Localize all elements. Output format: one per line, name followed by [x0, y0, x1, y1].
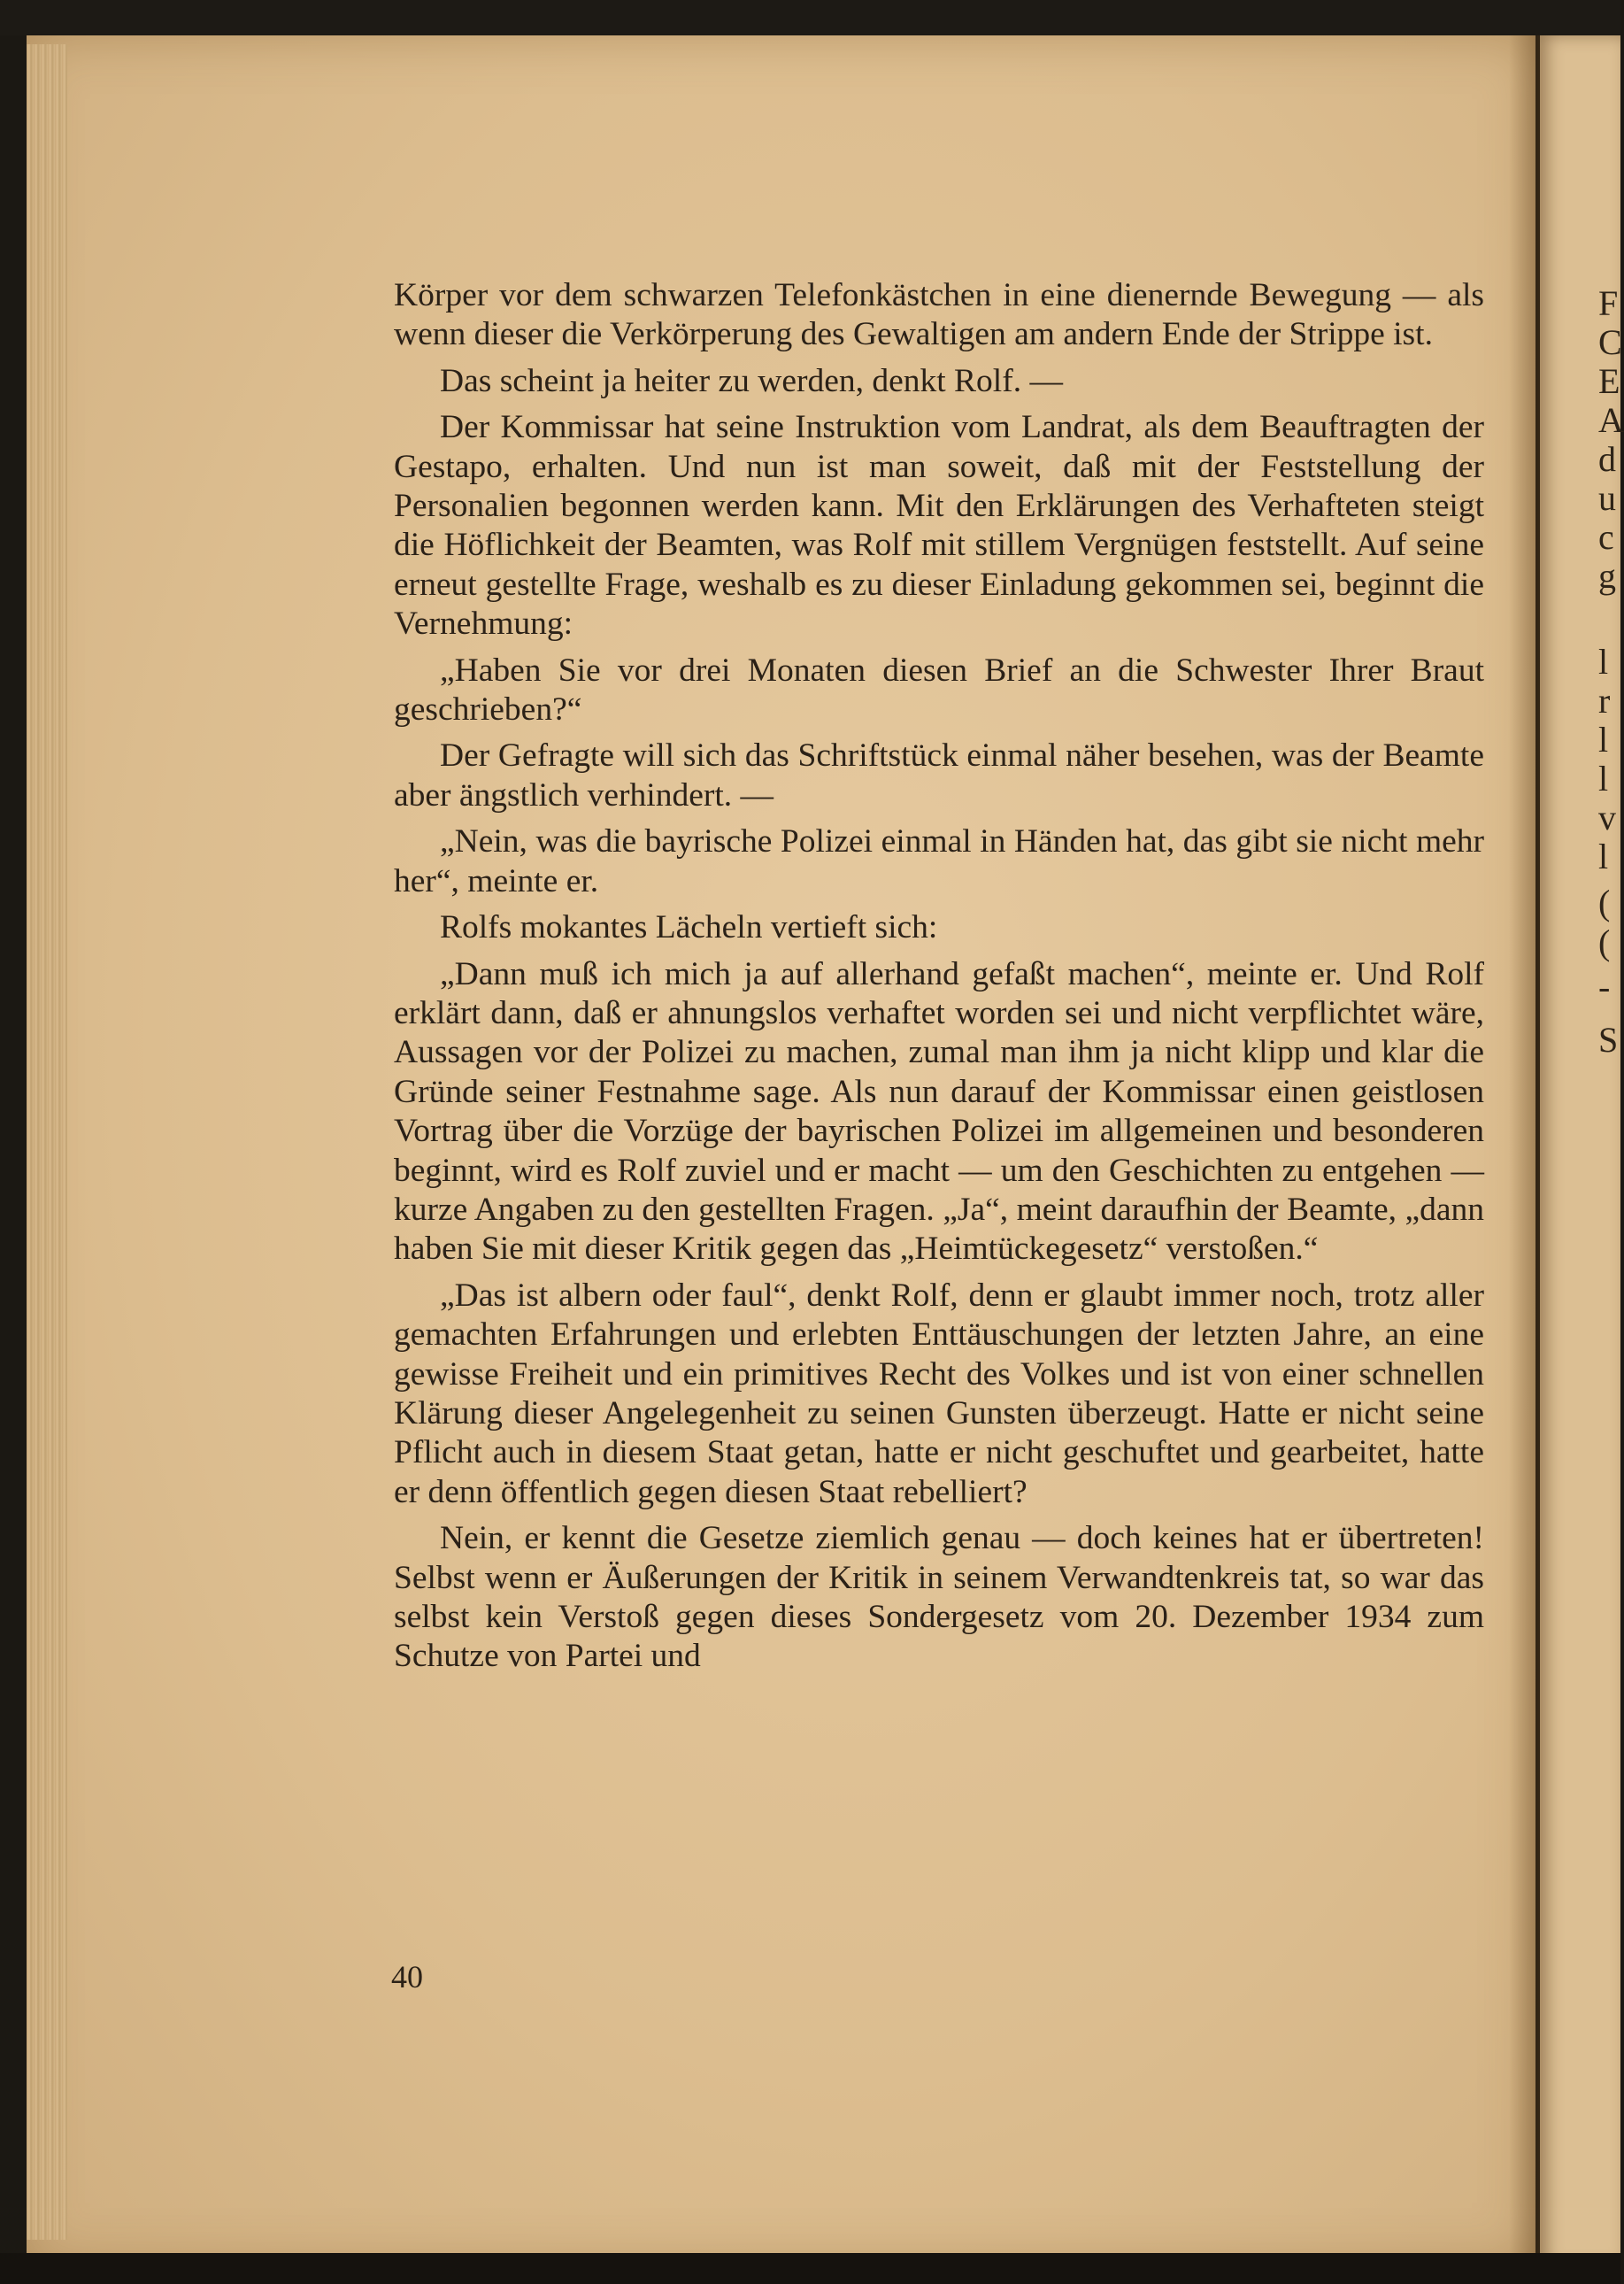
- facing-page-fragment: l: [1598, 642, 1609, 682]
- facing-page-fragment: c: [1598, 517, 1614, 557]
- facing-page-fragment: u: [1598, 478, 1616, 518]
- facing-page-fragment: F: [1598, 283, 1619, 323]
- facing-page-fragment: d: [1598, 439, 1616, 479]
- paragraph: „Haben Sie vor drei Monaten diesen Brief an die Schwester Ihrer Braut geschrieben?“: [394, 652, 1484, 729]
- page-edges: [27, 44, 67, 2240]
- facing-page-fragment: l: [1598, 720, 1609, 760]
- facing-page-fragment: (: [1598, 922, 1611, 962]
- facing-page-fragment: r: [1598, 681, 1611, 721]
- facing-page-fragment: l: [1598, 759, 1609, 799]
- paragraph: Der Gefragte will sich das Schriftstück einmal näher besehen, was der Beamte aber ängstlich verhindert. —: [394, 737, 1484, 814]
- paragraph: „Dann muß ich mich ja auf allerhand gefaßt machen“, meinte er. Und Rolf erklärt dann, daß er ahnungslos verhaftet worden sei und nicht verpflichtet wäre, Aussagen vor der Polizei zu machen, zumal man ihm ja nicht klipp und klar die Gründe seiner Festnahme sage. Als nun darauf der Kommissar einen geistlosen Vortrag über die Vorzüge der bayrischen Polizei im allgemeinen und besonderen beginnt, wird es Rolf zuviel und er macht — um den Geschichten zu entgehen — kurze Angaben zu den gestellten Fragen. „Ja“, meint daraufhin der Beamte, „dann haben Sie mit dieser Kritik gegen das „Heimtückegesetz“ verstoßen.“: [394, 955, 1484, 1268]
- paragraph: „Nein, was die bayrische Polizei einmal in Händen hat, das gibt sie nicht mehr her“, meinte er.: [394, 823, 1484, 899]
- scan-top-border: [0, 0, 1620, 35]
- facing-page-fragment: (: [1598, 883, 1611, 922]
- facing-page-fragment: l: [1598, 837, 1609, 876]
- facing-page-fragment: A: [1598, 400, 1624, 440]
- paragraph: Das scheint ja heiter zu werden, denkt Rolf. —: [440, 362, 1063, 399]
- paragraph: Der Kommissar hat seine Instruktion vom Landrat, als dem Beauftragten der Gestapo, erhalten. Und nun ist man soweit, daß mit der Feststellung der Personalien begonnen werden kann. Mit den Erklärungen des Verhafteten steigt die Höflichkeit der Beamten, was Rolf mit stillem Vergnügen feststellt. Auf seine erneut gestellte Frage, weshalb es zu dieser Einladung gekommen sei, beginnt die Vernehmung:: [394, 409, 1484, 643]
- page-number: 40: [391, 1959, 423, 1995]
- facing-page-edge: [1540, 35, 1624, 2266]
- facing-page-fragment: E: [1598, 361, 1620, 401]
- body-text: [394, 276, 1484, 1677]
- paragraph: Rolfs mokantes Lächeln vertieft sich:: [440, 909, 938, 946]
- paragraph: „Das ist albern oder faul“, denkt Rolf, denn er glaubt immer noch, trotz aller gemachten Erfahrungen und erlebten Enttäuschungen der letzten Jahre, an eine gewisse Freiheit und ein primitives Recht des Volkes und ist von einer schnellen Klärung dieser Angelegenheit zu seinen Gunsten überzeugt. Hatte er nicht seine Pflicht auch in diesem Staat getan, hatte er nicht geschuftet und gearbeitet, hatte er denn öffentlich gegen diesen Staat rebelliert?: [394, 1277, 1484, 1510]
- facing-page-fragment: S: [1598, 1020, 1619, 1060]
- facing-page-fragment: -: [1598, 967, 1611, 1007]
- facing-page-fragment: v: [1598, 798, 1616, 837]
- scan-bottom-border: [0, 2253, 1620, 2284]
- paragraph: Körper vor dem schwarzen Telefonkästchen in eine dienernde Bewegung — als wenn dieser die Verkörperung des Gewaltigen am andern Ende der Strippe ist.: [394, 277, 1484, 353]
- facing-page-fragment: g: [1598, 556, 1616, 596]
- facing-page-fragment: C: [1598, 322, 1622, 362]
- paragraph: Nein, er kennt die Gesetze ziemlich genau — doch keines hat er übertreten! Selbst wenn er Äußerungen der Kritik in seinem Verwandtenkreis tat, so war das selbst kein Verstoß gegen dieses Sondergesetz vom 20. Dezember 1934 zum Schutze von Partei und: [394, 1520, 1484, 1675]
- spine-shadow: [1509, 35, 1544, 2266]
